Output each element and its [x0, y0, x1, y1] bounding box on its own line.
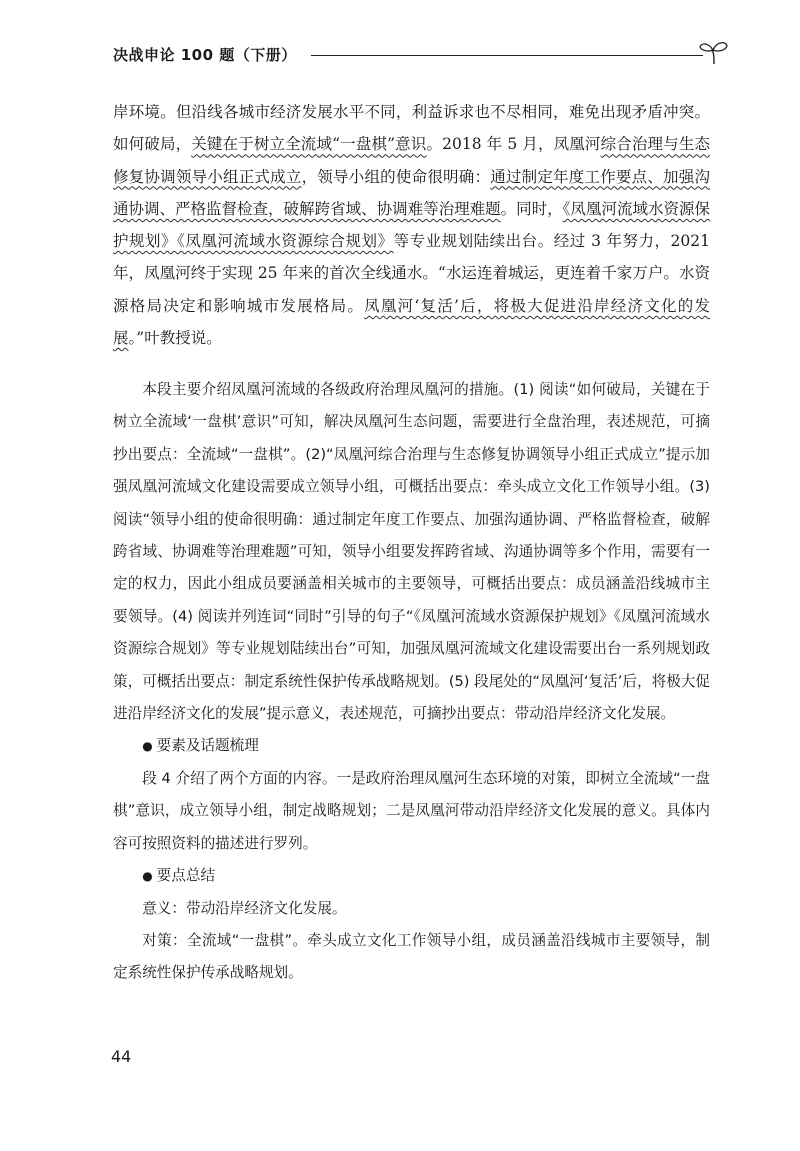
analysis-section: [113, 374, 710, 990]
underlined-key-phrase: 《凤凰河流域水资源保护规划》《凤凰河流域水资源综合规划》: [113, 199, 710, 251]
bullet-icon: ●: [142, 739, 153, 754]
underlined-key-phrase: 凤凰河‘复活’后，将极大促进沿岸经济文化的发展: [113, 296, 710, 348]
section-heading-text: 要点总结: [156, 867, 216, 885]
analysis-paragraph: 段 4 介绍了两个方面的内容。一是政府治理凤凰河生态环境的对策，即树立全流域“一盘棋”意识，成立领导小组，制定战略规划；二是凤凰河带动沿岸经济文化发展的意义。具体内容可按照资料的描述进行罗列。: [113, 769, 710, 852]
page-number: 44: [111, 1047, 132, 1066]
excerpt-text: 。同时，: [500, 199, 563, 218]
excerpt-paragraph: [113, 96, 710, 354]
summary-meaning: 意义：带动沿岸经济文化发展。: [142, 899, 347, 917]
underlined-key-phrase: 关键在于树立全流域“一盘棋”意识: [191, 135, 427, 154]
section-heading-text: 要素及话题梳理: [156, 737, 259, 755]
header-rule: [311, 55, 703, 56]
summary-measures: 对策：全流域“一盘棋”。牵头成立文化工作领导小组，成员涵盖沿线城市主要领导，制定系统性保护传承战略规划。: [113, 931, 710, 982]
section-heading-summary: [113, 860, 710, 892]
running-header: [113, 44, 733, 70]
excerpt-text: 。”叶教授说。: [128, 329, 222, 348]
excerpt-text: ，领导小组的使命很明确：: [301, 167, 491, 186]
book-title: 决战申论 100 题（下册）: [113, 46, 297, 64]
section-heading-elements: [113, 730, 710, 762]
sprout-icon: [697, 38, 731, 66]
analysis-paragraph: 本段主要介绍凤凰河流域的各级政府治理凤凰河的措施。(1) 阅读“如何破局，关键在于树立全流域‘一盘棋’意识”可知，解决凤凰河生态问题，需要进行全盘治理，表述规范，可摘抄出要点：全流域“一盘棋”。(2)“凤凰河综合治理与生态修复协调领导小组正式成立”提示加强凤凰河流域文化建设需要成立领导小组，可概括出要点：牵头成立文化工作领导小组。(3) 阅读“领导小组的使命很明确：通过制定年度工作要点、加强沟通协调、严格监督检查，破解跨省域、协调难等治理难题”可知，领导小组要发挥跨省域、沟通协调等多个作用，需要有一定的权力，因此小组成员要涵盖相关城市的主要领导，可概括出要点：成员涵盖沿线城市主要领导。(4) 阅读并列连词“同时”引导的句子“《凤凰河流域水资源保护规划》《凤凰河流域水资源综合规划》等专业规划陆续出台”可知，加强凤凰河流域文化建设需要出台一系列规划政策，可概括出要点：制定系统性保护传承战略规划。(5) 段尾处的“凤凰河‘复活’后，将极大促进沿岸经济文化的发展”提示意义，表述规范，可摘抄出要点：带动沿岸经济文化发展。: [113, 381, 710, 723]
excerpt-text: 。2018 年 5 月，凤凰河: [426, 135, 601, 154]
excerpt-text: 岸环境。但沿线各城市经济发展水平不同，利益诉求也不尽相同，难免出现矛盾冲突。如何破局，: [113, 103, 710, 154]
underlined-key-phrase: 通过制定年度工作要点、加强沟通协调、严格监督检查，破解跨省域、协调难等治理难题: [113, 167, 710, 218]
underlined-key-phrase: 综合治理与生态修复协调领导小组正式成立: [113, 135, 710, 186]
excerpt-text: 等专业规划陆续出台。经过 3 年努力，2021 年，凤凰河终于实现 25 年来的首次全线通水。“水运连着城运，更连着千家万户。水资源格局决定和影响城市发展格局。: [113, 232, 710, 315]
source-material-excerpt: [113, 96, 710, 354]
bullet-icon: ●: [142, 869, 153, 884]
